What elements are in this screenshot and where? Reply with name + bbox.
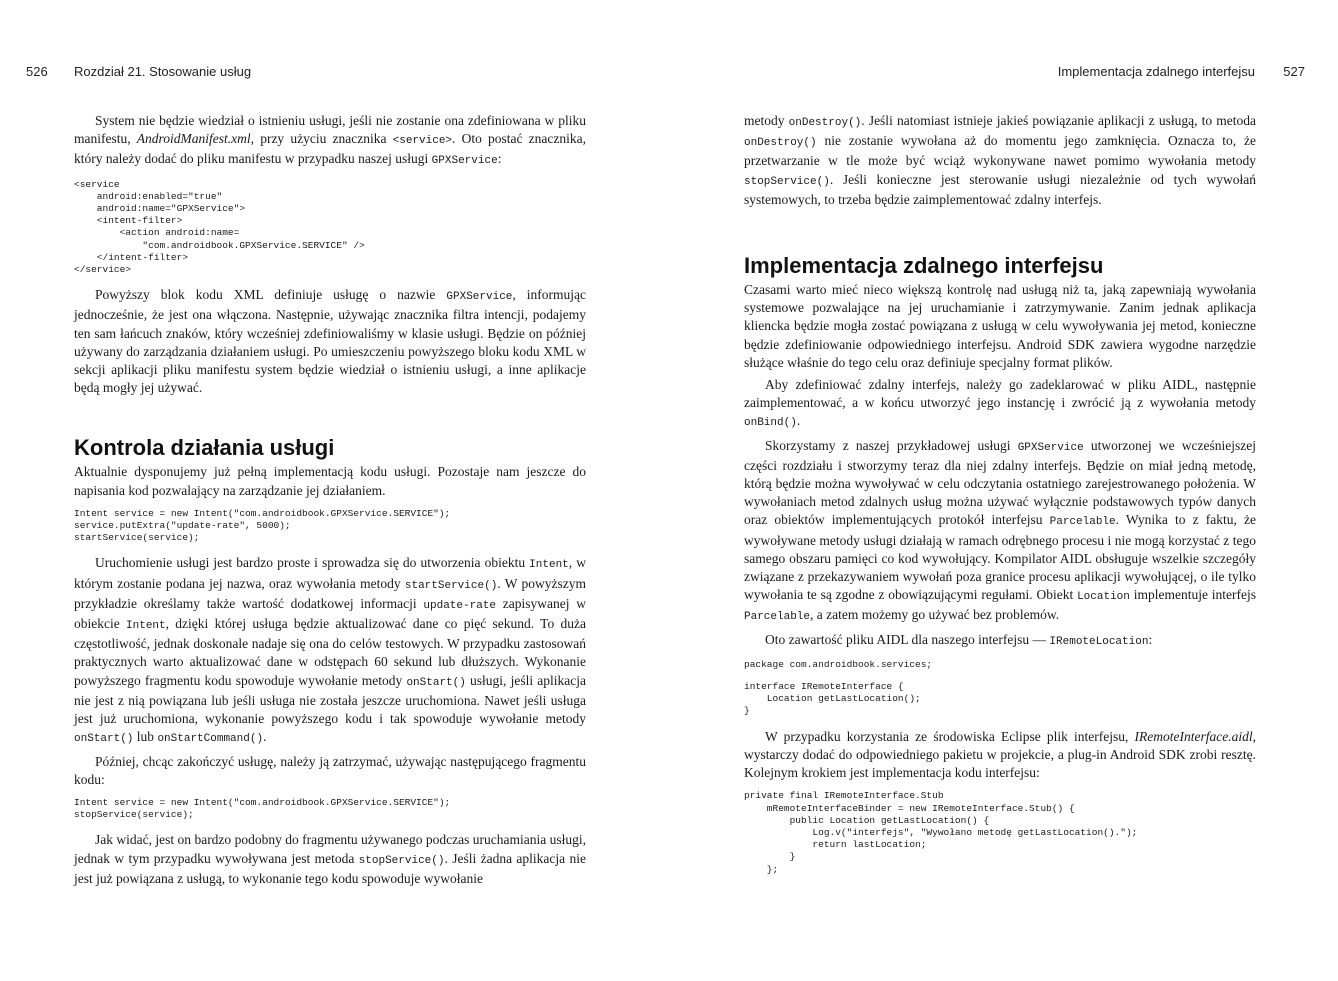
page-number-right: 527 xyxy=(1283,64,1305,79)
page-number-left: 526 xyxy=(26,64,48,79)
right-page xyxy=(669,0,1338,981)
code-block: <service android:enabled="true" android:name="GPXService"> <intent-filter> <action android:name= "com.androidbook.GPXService.SERVICE" /> </intent-filter> </service> xyxy=(74,178,365,276)
paragraph: Jak widać, jest on bardzo podobny do fragmentu używanego podczas uruchamiania usługi, jednak w tym przypadku wywoływana jest metoda stopService(). Jeśli żadna aplikacja nie jest już powiązana z usługą, to wykonanie tego kodu spowoduje wywołanie xyxy=(74,832,586,886)
paragraph: System nie będzie wiedział o istnieniu usługi, jeśli nie zostanie ona zdefiniowana w pliku manifestu, AndroidManifest.xml, przy użyciu znacznika <service>. Oto postać znacznika, który należy dodać do pliku manifestu w przypadku naszej usługi GPXService: xyxy=(74,113,586,168)
paragraph: W przypadku korzystania ze środowiska Eclipse plik interfejsu, IRemoteInterface.aidl, wystarczy dodać do odpowiedniego pakietu w projekcie, a plug-in Android SDK zrobi resztę. Kolejnym krokiem jest implementacja kodu interfejsu: xyxy=(744,728,1256,781)
paragraph: Skorzystamy z naszej przykładowej usługi GPXService utworzonej we wcześniejszej części rozdziału i stworzymy teraz dla niej zdalny interfejs. Będzie on miał jedną metodę, którą będzie można wywoływać w celu odczytania ostatniego zarejestrowanego położenia. W wywołaniach metod zdalnych usług można używać wyłącznie podstawowych typów danych oraz obiektów implementujących protokół interfejsu Parcelable. Wynika to z faktu, że wywoływane metody usługi działają w ramach odrębnego procesu i nie mogą korzystać z tego samego obszaru pamięci co kod wywołujący. Kompilator AIDL obsługuje wszelkie szczegóły związane z przekazywaniem wywołań poza granice procesu aplikacji wywołującej, o ile tylko wywołania te są zgodne z obowiązującymi regułami. Obiekt Location implementuje interfejs Parcelable, a zatem możemy go używać bez problemów. xyxy=(744,437,1256,624)
code-block: package com.androidbook.services; xyxy=(744,658,933,670)
paragraph: Później, chcąc zakończyć usługę, należy ją zatrzymać, używając następującego fragmentu kodu: xyxy=(74,753,586,787)
code-block: Intent service = new Intent("com.androidbook.GPXService.SERVICE"); stopService(service); xyxy=(74,796,451,821)
right-text-column xyxy=(744,112,1256,886)
paragraph: Oto zawartość pliku AIDL dla naszego interfejsu — IRemoteLocation: xyxy=(765,631,1153,648)
left-text-column xyxy=(74,112,586,892)
section-heading: Implementacja zdalnego interfejsu xyxy=(744,253,1104,279)
paragraph: metody onDestroy(). Jeśli natomiast istnieje jakieś powiązanie aplikacji z usługą, to metoda onDestroy() nie zostanie wywołana aż do momentu jego zamknięcia. Oznacza to, że przetwarzanie w tle może być wciąż wykonywane nawet pomimo wywołania metody stopService(). Jeśli konieczne jest sterowanie usługi niezależnie od tych wywołań systemowych, to trzeba będzie zaimplementować zdalny interfejs. xyxy=(744,113,1256,207)
section-running-head: Implementacja zdalnego interfejsu xyxy=(1057,64,1255,79)
chapter-running-head: Rozdział 21. Stosowanie usług xyxy=(74,64,252,79)
paragraph: Powyższy blok kodu XML definiuje usługę o nazwie GPXService, informując jednocześnie, że jest ona włączona. Następnie, używając znacznika filtra intencji, podajemy ten sam łańcuch znaków, który wcześniej zdefiniowaliśmy w klasie usługi. Będzie on później używany do zarządzania działaniem usługi. Po umieszczeniu powyższego bloku kodu XML w sekcji aplikacji pliku manifestu system będzie wiedział o istnieniu usługi, a inne aplikacje będą mogły jej używać. xyxy=(74,287,586,396)
paragraph: Aktualnie dysponujemy już pełną implementacją kodu usługi. Pozostaje nam jeszcze do napisania kod pozwalający na zarządzanie jej działaniem. xyxy=(74,464,586,498)
code-block: interface IRemoteInterface { Location getLastLocation(); } xyxy=(744,681,921,717)
section-heading: Kontrola działania usługi xyxy=(74,435,335,461)
code-block: Intent service = new Intent("com.androidbook.GPXService.SERVICE"); service.putExtra("update-rate", 5000); startService(service); xyxy=(74,507,451,544)
paragraph: Aby zdefiniować zdalny interfejs, należy go zadeklarować w pliku AIDL, następnie zaimplementować, a w końcu utworzyć jego instancję i zwrócić ją z wywołania metody onBind(). xyxy=(744,377,1256,430)
paragraph: Czasami warto mieć nieco większą kontrolę nad usługą niż ta, jaką zapewniają wywołania systemowe pozwalające na jej uruchamianie i zatrzymywanie. Zanim jednak aplikacja kliencka będzie mogła zostać powiązana z usługą w celu wywoływania jej metod, konieczne będzie zdefiniowanie odpowiedniego interfejsu. Android SDK zawiera wygodne narzędzie służące właśnie do tego celu oraz definiuje specjalny format plików. xyxy=(744,282,1256,370)
code-block: private final IRemoteInterface.Stub mRemoteInterfaceBinder = new IRemoteInterface.Stub() { public Location getLastLocation() { Log.v("interfejs", "Wywołano metodę getLastLocation()."); return lastLocation; } }; xyxy=(744,790,1138,875)
paragraph: Uruchomienie usługi jest bardzo proste i sprowadza się do utworzenia obiektu Intent, w którym zostanie podana jej nazwa, oraz wywołania metody startService(). W powyższym przykładzie określamy także wartość dodatkowej informacji update-rate zapisywanej w obiekcie Intent, dzięki której usługa będzie aktualizować dane co pięć sekund. To duża częstotliwość, jednak doskonale nadaje się ona do celów testowych. W przypadku zastosowań praktycznych warto aktualizować dane w odstępach 60 sekund lub dłuższych. Wykonanie powyższego fragmentu kodu spowoduje wywołanie metody onStart() usługi, jeśli aplikacja nie jest z nią powiązana lub jeśli usługa nie została jeszcze uruchomiona. Nawet jeśli usługa jest już uruchomiona, wykonanie powyższego kodu i tak spowoduje wywołanie metody onStart() lub onStartCommand(). xyxy=(74,555,587,746)
